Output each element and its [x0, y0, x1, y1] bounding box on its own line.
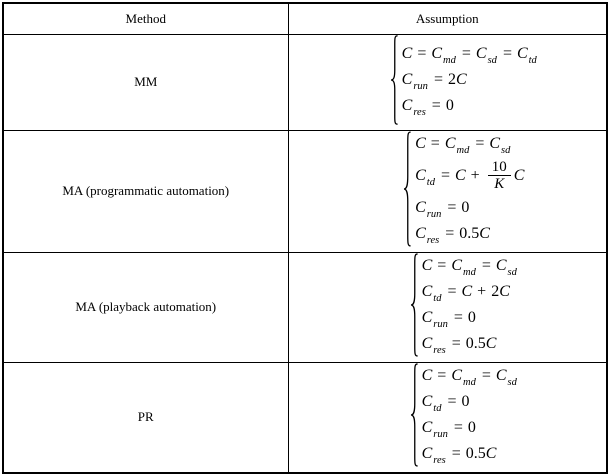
math-operator: =	[431, 96, 441, 114]
math-variable-with-subscript	[401, 96, 427, 118]
equation-line	[422, 279, 518, 305]
equation-line	[402, 93, 538, 119]
equation-lines	[415, 131, 524, 247]
table-row	[3, 252, 607, 362]
math-operator: =	[461, 44, 471, 62]
math-number: 0	[461, 198, 470, 216]
math-operator: =	[475, 134, 485, 152]
math-variable: C	[513, 166, 525, 184]
math-variable: C	[455, 166, 466, 184]
math-subscript: td	[433, 402, 442, 414]
equation-line	[402, 41, 538, 67]
math-subscript: sd	[507, 266, 517, 278]
math-variable: C	[495, 256, 507, 274]
math-operator: =	[417, 44, 427, 62]
equation-line	[415, 221, 524, 247]
math-variable-with-subscript	[421, 444, 447, 466]
curly-brace	[402, 131, 411, 247]
math-subscript: td	[433, 292, 442, 304]
header-row	[3, 3, 607, 34]
equation-line	[422, 389, 518, 415]
assumption-cell	[288, 252, 607, 362]
math-operator: =	[445, 224, 455, 242]
method-cell: MM	[3, 34, 288, 130]
math-variable-with-subscript	[415, 198, 442, 220]
curly-brace	[409, 363, 418, 467]
math-variable-with-subscript	[444, 134, 471, 156]
math-variable: C	[451, 256, 462, 274]
math-variable-with-subscript	[421, 308, 449, 330]
math-variable-with-subscript	[421, 282, 443, 304]
math-subscript: run	[413, 80, 428, 92]
math-operator: =	[437, 256, 447, 274]
equation-lines	[422, 363, 518, 467]
math-subscript: res	[433, 344, 446, 356]
equation-line	[415, 157, 524, 195]
fraction-denominator: K	[494, 176, 505, 192]
math-subscript: md	[462, 266, 476, 278]
assumption-cell	[288, 130, 607, 252]
math-subscript: md	[443, 54, 456, 66]
equation-line	[422, 305, 518, 331]
column-header-method: Method	[3, 3, 288, 34]
math-number: 2	[491, 282, 500, 300]
math-variable: C	[444, 134, 456, 152]
math-subscript: res	[413, 106, 426, 118]
math-subscript: run	[433, 318, 448, 330]
math-variable: C	[485, 444, 497, 462]
math-operator: =	[447, 198, 457, 216]
math-subscript: run	[433, 428, 448, 440]
curly-brace	[409, 253, 418, 357]
math-subscript: sd	[501, 144, 511, 156]
math-operator: =	[437, 366, 447, 384]
math-operator: =	[453, 418, 463, 436]
table-row	[3, 130, 607, 252]
math-variable: C	[485, 334, 497, 352]
math-variable-with-subscript	[451, 256, 477, 278]
math-variable-with-subscript	[431, 44, 457, 66]
math-number: 0	[467, 308, 476, 326]
column-header-assumption: Assumption	[288, 3, 607, 34]
math-subscript: td	[528, 54, 537, 66]
math-variable-with-subscript	[421, 418, 449, 440]
math-variable: C	[421, 418, 433, 436]
math-number: 0.5	[459, 224, 480, 242]
math-variable-with-subscript	[495, 366, 518, 388]
math-variable-with-subscript	[421, 334, 447, 356]
math-fraction	[488, 157, 511, 195]
equation-line	[415, 195, 524, 221]
math-subscript: sd	[487, 54, 497, 66]
equation-system	[409, 253, 518, 357]
math-variable: C	[421, 366, 433, 384]
math-operator: =	[451, 334, 461, 352]
math-variable-with-subscript	[421, 392, 443, 414]
assumption-cell	[288, 34, 607, 130]
math-operator: =	[430, 134, 440, 152]
math-operator: =	[453, 308, 463, 326]
assumption-cell	[288, 362, 607, 473]
math-variable: C	[421, 444, 433, 462]
math-number: 0	[467, 418, 476, 436]
math-variable: C	[421, 256, 433, 274]
math-variable: C	[431, 44, 443, 62]
math-number: 0	[461, 392, 470, 410]
method-assumption-table	[2, 2, 608, 474]
math-variable: C	[421, 334, 433, 352]
equation-line	[422, 441, 518, 467]
equation-line	[422, 253, 518, 279]
math-variable-with-subscript	[495, 256, 518, 278]
math-operator: +	[470, 166, 480, 184]
math-subscript: md	[456, 144, 470, 156]
math-variable: C	[475, 44, 487, 62]
equation-system	[409, 363, 518, 467]
math-subscript: md	[462, 376, 476, 388]
math-subscript: res	[433, 454, 446, 466]
math-variable-with-subscript	[475, 44, 498, 66]
math-variable-with-subscript	[401, 70, 429, 92]
math-operator: =	[502, 44, 512, 62]
math-variable: C	[489, 134, 501, 152]
math-variable: C	[479, 224, 490, 242]
method-cell: MA (playback automation)	[3, 252, 288, 362]
equation-line	[415, 131, 524, 157]
fraction-numerator: 10	[491, 158, 507, 175]
math-variable: C	[415, 166, 426, 184]
math-variable: C	[495, 366, 507, 384]
math-number: 2	[447, 70, 456, 88]
equation-system	[389, 35, 538, 125]
equation-system	[402, 131, 524, 247]
method-cell: MA (programmatic automation)	[3, 130, 288, 252]
math-operator: +	[477, 282, 487, 300]
math-operator: =	[481, 256, 491, 274]
math-variable-with-subscript	[516, 44, 538, 66]
math-variable: C	[421, 282, 433, 300]
table-row	[3, 34, 607, 130]
equation-line	[422, 331, 518, 357]
math-operator: =	[481, 366, 491, 384]
math-subscript: run	[426, 208, 442, 220]
math-variable-with-subscript	[415, 224, 440, 246]
math-number: 0.5	[465, 334, 486, 352]
math-variable: C	[415, 224, 426, 242]
math-number: 0	[445, 96, 454, 114]
table-row	[3, 362, 607, 473]
math-variable: C	[499, 282, 510, 300]
math-operator: =	[447, 282, 457, 300]
math-variable: C	[516, 44, 528, 62]
math-subscript: res	[426, 234, 440, 246]
math-variable: C	[421, 392, 433, 410]
math-variable: C	[461, 282, 473, 300]
math-variable: C	[415, 198, 426, 216]
math-variable: C	[401, 96, 413, 114]
math-variable-with-subscript	[415, 166, 436, 188]
equation-lines	[422, 253, 518, 357]
equation-line	[422, 363, 518, 389]
math-operator: =	[451, 444, 461, 462]
equation-line	[402, 67, 538, 93]
math-number: 0.5	[465, 444, 486, 462]
math-variable-with-subscript	[489, 134, 511, 156]
method-cell: PR	[3, 362, 288, 473]
math-variable: C	[415, 134, 426, 152]
math-operator: =	[440, 166, 450, 184]
math-variable: C	[401, 44, 413, 62]
curly-brace	[389, 35, 398, 125]
math-variable: C	[451, 366, 462, 384]
math-subscript: sd	[507, 376, 517, 388]
math-variable: C	[421, 308, 433, 326]
math-variable: C	[455, 70, 467, 88]
math-subscript: td	[426, 176, 435, 188]
equation-lines	[402, 35, 538, 125]
equation-line	[422, 415, 518, 441]
math-variable: C	[401, 70, 413, 88]
math-variable-with-subscript	[451, 366, 477, 388]
math-operator: =	[447, 392, 457, 410]
math-operator: =	[433, 70, 443, 88]
